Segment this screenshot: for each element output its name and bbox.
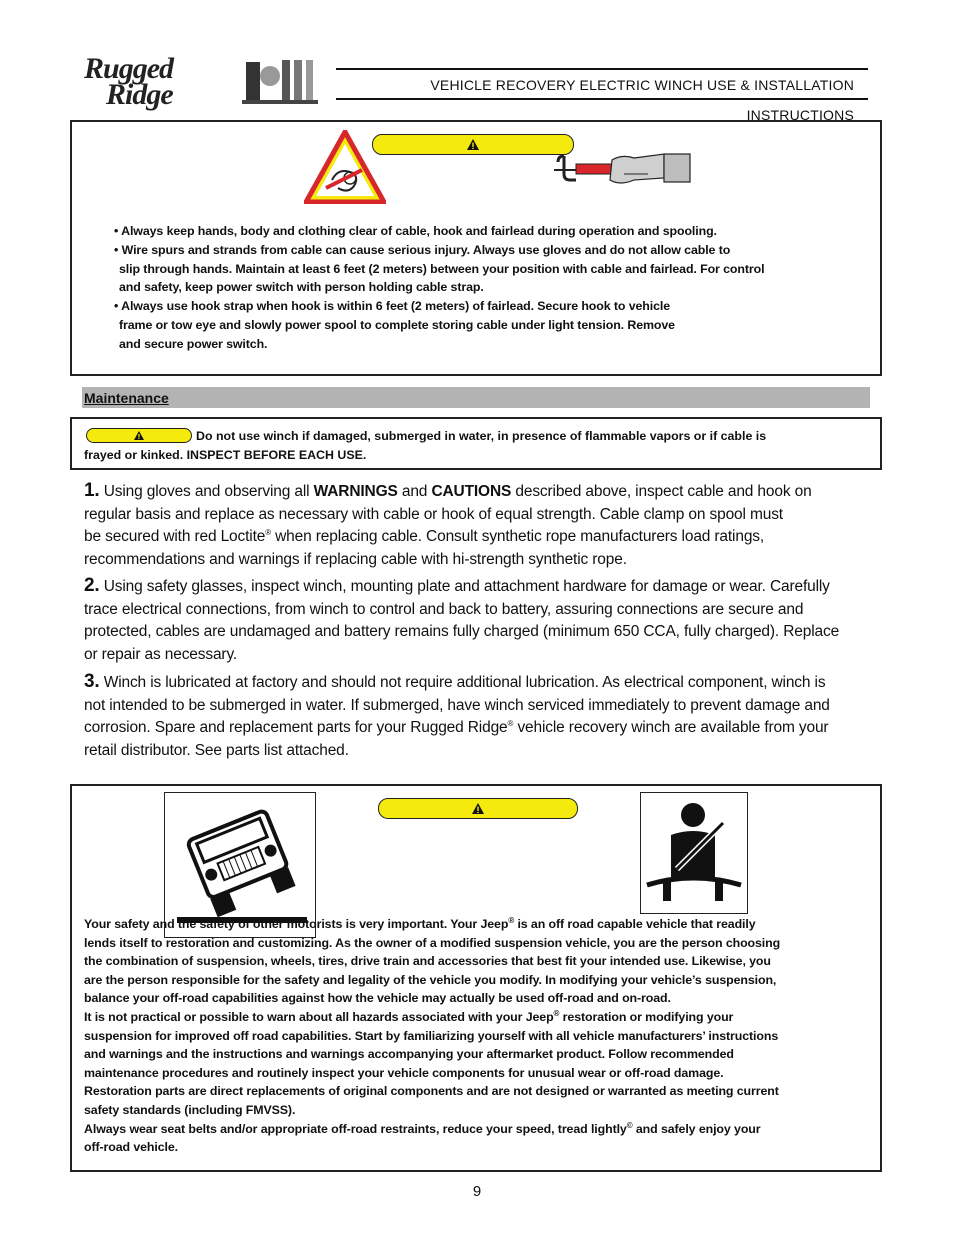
step-text: when replacing cable. Consult synthetic rope manufacturers load ratings, <box>275 528 765 545</box>
step-text: retail distributor. See parts list attached. <box>84 741 349 759</box>
logo-bars-icon <box>242 56 318 108</box>
step-text: Using gloves and observing all <box>103 483 310 500</box>
caution-triangle-icon <box>471 802 485 815</box>
bullet-line: • Always use hook strap when hook is within 6 feet (2 meters) of fairlead. Secure hook to vehicle <box>114 299 671 314</box>
bullet-line: and secure power switch. <box>119 336 268 351</box>
warning-line: Do not use winch if damaged, submerged in water, in presence of flammable vapors or if cable is <box>196 429 767 443</box>
seat-belt-image <box>640 792 748 914</box>
maintenance-warning-text <box>84 427 869 464</box>
registered-mark: ® <box>265 527 271 537</box>
notice-text: and safely enjoy your <box>632 1121 761 1136</box>
step-text: be secured with red Loctite <box>84 528 266 545</box>
bullet-line: • Wire spurs and strands from cable can cause serious injury. Always use gloves and do not allow cable to <box>114 242 731 257</box>
step-text: trace electrical connections, from winch to control and back to battery, assuring connections are secure and <box>84 600 804 618</box>
document-title: VEHICLE RECOVERY ELECTRIC WINCH USE & INSTALLATION INSTRUCTIONS <box>336 68 868 100</box>
notice-text: suspension for improved off road capabilities. Start by familiarizing yourself with all vehicle manufacturers’ instructions <box>84 1028 779 1043</box>
notice-text: balance your off-road capabilities against how the vehicle may actually be used off-road and on-road. <box>84 991 671 1006</box>
notice-text: restoration or modifying your <box>559 1009 734 1024</box>
notice-text: Your safety and the safety of other motorists is very important. Your Jeep <box>84 917 509 931</box>
page-number: 9 <box>472 1183 482 1200</box>
rugged-ridge-logo <box>84 52 316 112</box>
notice-text: off-road vehicle. <box>84 1140 179 1155</box>
caution-label-pill <box>372 134 574 155</box>
notice-text: lends itself to restoration and customizing. As the owner of a modified suspension vehicle, you are the person choosing <box>84 935 781 950</box>
maintenance-step-1 <box>84 480 864 571</box>
step-text: regular basis and replace as necessary with cable or hook of equal strength. Cable clamp on spool must <box>84 505 783 523</box>
registered-mark: ® <box>507 718 514 728</box>
step-text: vehicle recovery winch are available from your <box>517 719 829 736</box>
step-number: 1. <box>84 480 100 501</box>
step-number: 3. <box>84 671 100 692</box>
vehicle-safety-notice-text <box>84 915 874 1157</box>
step-text: corrosion. Spare and replacement parts for your Rugged Ridge <box>84 719 508 736</box>
notice-text: Always wear seat belts and/or appropriate off-road restraints, reduce your speed, tread lightly <box>84 1121 627 1136</box>
step-text: recommendations and warnings if replacing cable with hi-strength synthetic rope. <box>84 550 627 568</box>
step-text: or repair as necessary. <box>84 645 238 663</box>
step-text: and <box>401 483 428 500</box>
step-text: Using safety glasses, inspect winch, mounting plate and attachment hardware for damage or wear. Carefully <box>103 578 830 595</box>
gloved-hand-hook-strap-icon <box>552 152 694 190</box>
notice-text: It is not practical or possible to warn about all hazards associated with your Jeep <box>84 1009 554 1024</box>
warnings-ref: WARNINGS <box>313 483 398 500</box>
step-text: described above, inspect cable and hook on <box>515 483 812 500</box>
bullet-line: frame or tow eye and slowly power spool to complete storing cable under light tension. Remove <box>119 317 675 332</box>
notice-text: Restoration parts are direct replacements of original components and are not designed or warranted as meeting current <box>84 1084 779 1099</box>
logo-line1: Rugged <box>84 52 174 85</box>
maintenance-heading-bar <box>82 387 870 408</box>
hand-hazard-bullet-list <box>114 222 874 354</box>
notice-text: maintenance procedures and routinely inspect your vehicle components for unusual wear or off-road damage. <box>84 1065 724 1080</box>
step-text: not intended to be submerged in water. If submerged, have winch serviced immediately to prevent damage and <box>84 696 830 714</box>
notice-text: is an off road capable vehicle that readily <box>514 917 756 931</box>
logo-line2: Ridge <box>106 78 173 111</box>
step-text: Winch is lubricated at factory and should not require additional lubrication. As electrical component, winch is <box>103 674 826 691</box>
copyright-mark: © <box>626 1120 633 1130</box>
hand-hazard-warning-box <box>70 120 882 376</box>
warning-line: frayed or kinked. INSPECT BEFORE EACH USE. <box>84 447 367 462</box>
step-number: 2. <box>84 575 100 596</box>
step-text: protected, cables are undamaged and battery remains fully charged (minimum 650 CCA, fully charged). Replace <box>84 623 840 640</box>
registered-mark: ® <box>508 915 515 925</box>
notice-text: the combination of suspension, wheels, tires, drive train and accessories that best fit your intended use. Likewise, you <box>84 954 771 969</box>
cautions-ref: CAUTIONS <box>431 483 512 500</box>
registered-mark: ® <box>553 1008 560 1018</box>
maintenance-step-2 <box>84 575 864 666</box>
bullet-line: slip through hands. Maintain at least 6 feet (2 meters) between your position with cable and fairlead. For control <box>119 261 765 276</box>
maintenance-step-3 <box>84 671 864 762</box>
bullet-line: • Always keep hands, body and clothing clear of cable, hook and fairlead during operation and spooling. <box>114 224 717 238</box>
notice-text: safety standards (including FMVSS). <box>84 1102 296 1117</box>
caution-triangle-icon <box>466 138 480 151</box>
maintenance-heading: Maintenance <box>84 390 169 406</box>
bullet-line: and safety, keep power switch with person holding cable strap. <box>119 280 484 295</box>
warning-label-pill <box>378 798 578 819</box>
seat-belt-icon <box>641 793 747 913</box>
notice-text: are the person responsible for the safety and legality of the vehicle you modify. In modifying your vehicle’s suspension, <box>84 972 777 987</box>
notice-text: and warnings and the instructions and warnings accompanying your aftermarket product. Follow recommended <box>84 1047 734 1062</box>
